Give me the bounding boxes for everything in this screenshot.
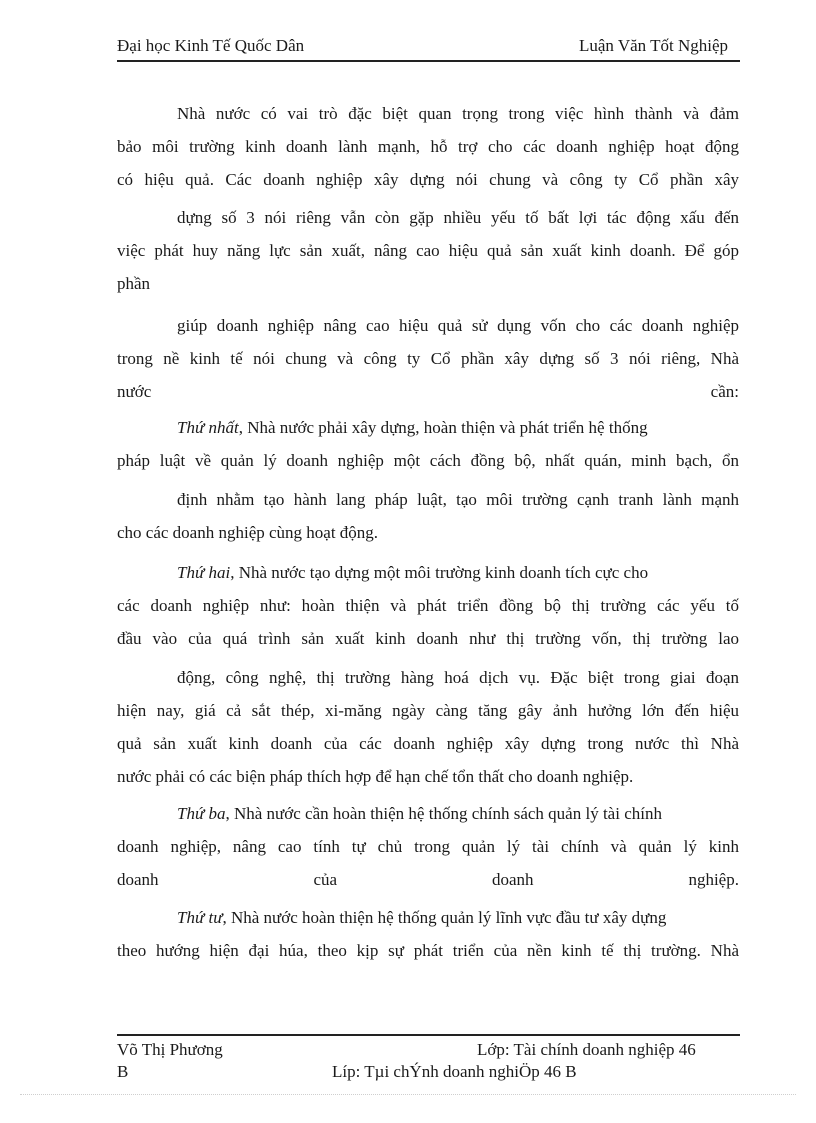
body-line: động, công nghệ, thị trường hàng hoá dịch vụ. Đặc biệt trong giai đoạn	[177, 668, 739, 687]
body-line: phần	[117, 274, 151, 293]
header-thesis-title: Luận Văn Tốt Nghiệp	[578, 36, 728, 55]
body-line: giúp doanh nghiệp nâng cao hiệu quả sử dụng vốn cho các doanh nghiệp	[177, 316, 739, 335]
footer-author: Võ Thị Phương	[117, 1040, 223, 1059]
body-word: doanh	[491, 870, 534, 889]
body-line: có hiệu quả. Các doanh nghiệp xây dựng nói chung và công ty Cổ phần xây	[117, 170, 739, 189]
footer-class: Lớp: Tài chính doanh nghiệp 46	[477, 1040, 696, 1059]
body-line: nước	[117, 382, 152, 401]
page-edge	[20, 1094, 796, 1095]
body-line: các doanh nghiệp như: hoàn thiện và phát triển đồng bộ thị trường các yếu tố	[117, 596, 739, 615]
body-line: theo hướng hiện đại húa, theo kịp sự phát triển của nền kinh tế thị trường. Nhà	[117, 941, 739, 960]
body-line: nước phải có các biện pháp thích hợp để hạn chế tổn thất cho doanh nghiệp.	[117, 767, 634, 786]
body-line: định nhằm tạo hành lang pháp luật, tạo môi trường cạnh tranh lành mạnh	[177, 490, 739, 509]
body-line: việc phát huy năng lực sản xuất, nâng cao hiệu quả sản xuất kinh doanh. Để góp	[117, 241, 739, 260]
header-university: Đại học Kinh Tế Quốc Dân	[117, 36, 305, 55]
heading-second: Thứ hai	[177, 563, 231, 582]
heading-third: Thứ ba	[177, 804, 226, 823]
body-line	[177, 802, 739, 826]
body-text: , Nhà nước phải xây dựng, hoàn thiện và phát triển hệ thống	[238, 418, 648, 437]
body-line: quả sản xuất kinh doanh của các doanh nghiệp xây dựng trong nước thì Nhà	[117, 734, 739, 753]
body-line: trong nề kinh tế nói chung và công ty Cổ phần xây dựng số 3 nói riêng, Nhà	[117, 349, 739, 368]
body-line	[117, 868, 739, 892]
footer-rule	[117, 1034, 740, 1036]
body-line: hiện nay, giá cả sắt thép, xi-măng ngày càng tăng gây ảnh hưởng lớn đến hiệu	[117, 701, 739, 720]
footer-author-suffix: B	[117, 1062, 129, 1081]
heading-fourth: Thứ tư	[177, 908, 223, 927]
body-line: bảo môi trường kinh doanh lành mạnh, hỗ trợ cho các doanh nghiệp hoạt động	[117, 137, 739, 156]
body-line: doanh nghiệp, nâng cao tính tự chủ trong quản lý tài chính và quản lý kinh	[117, 837, 739, 856]
body-word: doanh	[117, 870, 159, 889]
heading-first: Thứ nhất	[177, 418, 239, 437]
body-line: Nhà nước có vai trò đặc biệt quan trọng trong việc hình thành và đảm	[177, 104, 739, 123]
body-text: , Nhà nước hoàn thiện hệ thống quản lý lĩnh vực đầu tư xây dựng	[222, 908, 667, 927]
body-line: cho các doanh nghiệp cùng hoạt động.	[117, 523, 379, 542]
body-text: , Nhà nước tạo dựng một môi trường kinh doanh tích cực cho	[230, 563, 649, 582]
body-line	[177, 561, 739, 585]
body-line: dựng số 3 nói riêng vẫn còn gặp nhiều yếu tố bất lợi tác động xấu đến	[177, 208, 739, 227]
body-line: cần:	[710, 382, 739, 401]
body-line: pháp luật về quản lý doanh nghiệp một cách đồng bộ, nhất quán, minh bạch, ổn	[117, 451, 739, 470]
body-word: nghiệp.	[688, 870, 739, 889]
body-line	[177, 906, 739, 930]
body-word: của	[313, 870, 338, 889]
body-line	[177, 416, 739, 440]
footer-class-garbled: Líp: Tµi chÝnh doanh nghiÖp 46 B	[332, 1062, 577, 1081]
body-text: , Nhà nước cần hoàn thiện hệ thống chính sách quản lý tài chính	[225, 804, 662, 823]
page-header	[117, 34, 740, 62]
body-line: đầu vào của quá trình sản xuất kinh doanh như thị trường vốn, thị trường lao	[117, 629, 739, 648]
